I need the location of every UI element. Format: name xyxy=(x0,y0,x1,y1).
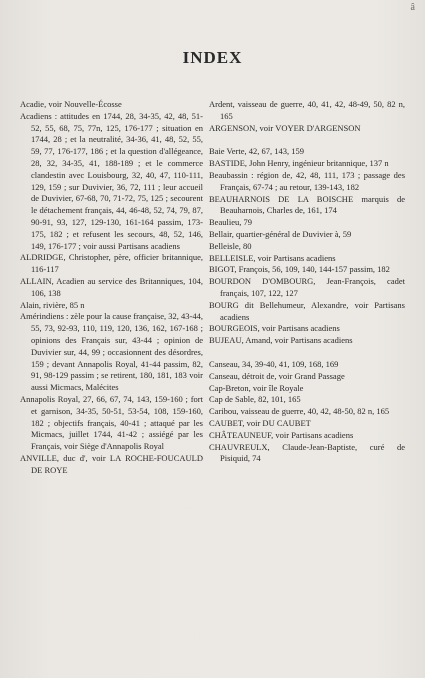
index-column-right xyxy=(209,99,405,465)
index-entry: BUJEAU, Amand, voir Partisans acadiens xyxy=(209,335,353,346)
index-entry: BOURG dit Bellehumeur, Alexandre, voir Partisans acadiens xyxy=(209,299,405,322)
index-entry: BOURDON D'OMBOURG, Jean-François, cadet français, 107, 122, 127 xyxy=(209,276,405,298)
index-entry: Bellair, quartier-général de Duvivier à, 59 xyxy=(209,228,352,239)
index-entry: BIGOT, François, 56, 109, 140, 144-157 passim, 182 xyxy=(209,264,390,275)
index-entry: CHÂTEAUNEUF, voir Partisans acadiens xyxy=(209,429,354,440)
page-title: INDEX xyxy=(182,48,243,67)
index-entry: CAUBET, voir DU CAUBET xyxy=(209,417,311,428)
index-column-left xyxy=(20,99,203,477)
index-entry: ARGENSON, voir VOYER D'ARGENSON xyxy=(209,122,361,133)
index-entry: Amérindiens : zèle pour la cause française, 32, 43-44, 55, 73, 92-93, 110, 119, 120, 136, 162, 167-168 ; opinions des Français sur, 43-44 ; opinion de Duvivier sur, 44, 99 ; occasionnent des désordres, 159 ; devant Annapolis Royal, 41-44 passim, 82, 91, 98-129 passim ; se retirent, 180, 181, 183 voir aussi Micmacs, Malécites xyxy=(20,311,203,393)
index-entry: Beaulieu, 79 xyxy=(209,217,252,228)
index-entry: CHAUVREULX, Claude-Jean-Baptiste, curé de Pisiquid, 74 xyxy=(209,441,405,464)
index-entry: Baie Verte, 42, 67, 143, 159 xyxy=(209,146,304,157)
index-entry: BASTIDE, John Henry, ingénieur britannique, 137 n xyxy=(209,158,389,169)
index-entry: BEAUHARNOIS DE LA BOISCHE marquis de Beauharnois, Charles de, 161, 174 xyxy=(209,193,405,216)
index-entry: Acadie, voir Nouvelle-Écosse xyxy=(20,99,122,109)
index-entry: Acadiens : attitudes en 1744, 28, 34-35, 42, 48, 51-52, 55, 68, 75, 77n, 125, 176-177 ; situation en 1744, 28 ; et la neutralité, 34-36, 41, 48, 52, 55, 59, 77, 176-177, 186 ; et la question d'allégeance, 28, 32, 34-35, 41, 188-189 ; et le commerce clandestin avec Louisbourg, 32, 40, 47, 110-111, 129, 159 ; sur Duvivier, 36, 72, 111 ; leur accueil de Duvivier, 67-68, 70, 71-72, 75, 125 ; secourent le détachement français, 44, 46-48, 52, 74, 79, 87, 90-91, 93, 127, 129-130, 161-164 passim, 173-175, 182 ; et refusent les secours, 48, 52, 146, 149, 176-177 ; voir aussi Partisans acadiens xyxy=(20,110,203,251)
index-entry: Cap de Sable, 82, 101, 165 xyxy=(209,394,301,405)
index-entry: ANVILLE, duc d', voir LA ROCHE-FOUCAULD DE ROYE xyxy=(20,452,203,475)
corner-mark: â xyxy=(410,2,415,13)
index-entry: ALLAIN, Acadien au service des Britanniques, 104, 106, 138 xyxy=(20,275,203,298)
index-entry: Annapolis Royal, 27, 66, 67, 74, 143, 159-160 ; fort et garnison, 34-35, 50-51, 53-54, 108, 159-160, 182 ; objectifs français, 40-41 ; attaqué par les Micmacs, juillet 1744, 41-42 ; assiégé par les Français, voir Siège d'Annapolis Royal xyxy=(20,393,203,452)
index-entry: Belleisle, 80 xyxy=(209,240,252,251)
index-entry: ALDRIDGE, Christopher, père, officier britannique, 116-117 xyxy=(20,252,203,275)
index-entry: BELLEISLE, voir Partisans acadiens xyxy=(209,252,336,263)
index-entry: Canseau, 34, 39-40, 41, 109, 168, 169 xyxy=(209,358,339,369)
index-entry: BOURGEOIS, voir Partisans acadiens xyxy=(209,323,340,334)
index-entry: Alain, rivière, 85 n xyxy=(20,299,85,310)
index-entry: Caribou, vaisseau de guerre, 40, 42, 48-50, 82 n, 165 xyxy=(209,406,390,417)
index-entry: Beaubassin : région de, 42, 48, 111, 173 ; passage des Français, 67-74 ; au retour, 139-143, 182 xyxy=(209,169,405,192)
index-entry: Canseau, détroit de, voir Grand Passage xyxy=(209,370,345,381)
index-entry: Ardent, vaisseau de guerre, 40, 41, 42, 48-49, 50, 82 n, 165 xyxy=(209,99,405,121)
index-entry: Cap-Breton, voir île Royale xyxy=(209,382,304,393)
